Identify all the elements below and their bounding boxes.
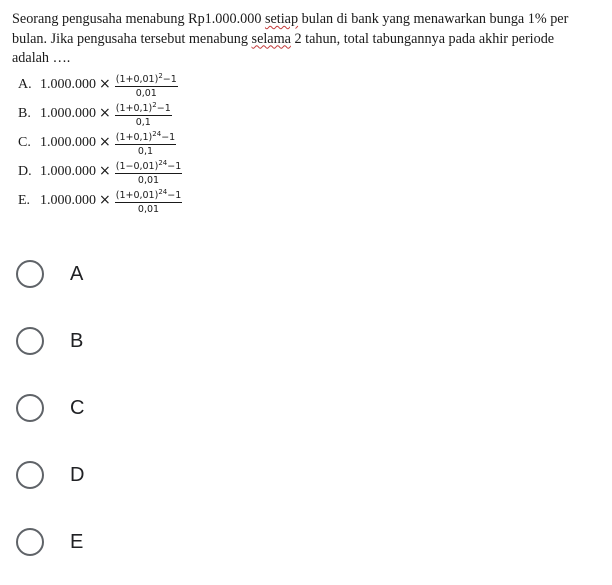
option-letter: C.	[18, 134, 31, 150]
answer-option-b	[12, 101, 572, 127]
fraction-denominator: 0,01	[137, 203, 160, 215]
fraction-denominator: 0,01	[135, 87, 157, 99]
fraction-numerator	[115, 129, 176, 145]
option-letter: D.	[18, 163, 32, 179]
option-coefficient: 1.000.000	[40, 134, 96, 150]
option-coefficient: 1.000.000	[40, 192, 96, 208]
option-letter: E.	[18, 192, 31, 208]
numerator-base: (1−0,01)	[115, 160, 159, 172]
question-text-part-underlined: setiap	[264, 11, 299, 27]
times-sign: ×	[99, 104, 111, 121]
times-sign: ×	[99, 162, 111, 179]
numerator-exponent: 24	[152, 129, 162, 138]
option-coefficient: 1.000.000	[40, 163, 96, 179]
numerator-tail: −1	[167, 189, 182, 201]
answer-radio-group	[16, 256, 84, 585]
option-letter: B.	[18, 105, 31, 121]
radio-choice-c[interactable]	[16, 390, 84, 426]
numerator-base: (1+0,1)	[115, 131, 153, 143]
answer-option-a	[12, 72, 572, 98]
numerator-exponent: 2	[158, 71, 163, 80]
numerator-base: (1+0,01)	[115, 189, 159, 201]
fraction-denominator: 0,1	[137, 145, 154, 157]
question-text-part: Seorang pengusaha menabung Rp1.000.000	[12, 11, 265, 27]
answer-option-c	[12, 130, 572, 156]
radio-choice-d[interactable]	[16, 457, 84, 493]
fraction-numerator	[115, 187, 183, 203]
answer-option-e	[12, 188, 572, 214]
answer-option-d	[12, 159, 572, 185]
numerator-base: (1+0,01)	[115, 73, 159, 85]
option-letter: A.	[18, 76, 32, 92]
radio-button[interactable]	[16, 528, 44, 556]
numerator-tail: −1	[167, 160, 182, 172]
question-text-part-underlined: selama	[251, 30, 291, 47]
numerator-tail: −1	[156, 102, 171, 114]
radio-button[interactable]	[16, 394, 44, 422]
times-sign: ×	[99, 133, 111, 150]
question-text	[12, 10, 572, 69]
fraction-denominator: 0,1	[135, 116, 151, 128]
question-block	[12, 10, 572, 214]
times-sign: ×	[99, 191, 111, 208]
numerator-base: (1+0,1)	[115, 102, 153, 114]
radio-button[interactable]	[16, 327, 44, 355]
numerator-exponent: 24	[158, 187, 168, 196]
times-sign: ×	[99, 75, 111, 92]
option-coefficient: 1.000.000	[40, 76, 96, 92]
radio-label[interactable]: A	[70, 262, 84, 285]
numerator-tail: −1	[162, 73, 177, 85]
option-fraction	[115, 100, 172, 128]
fraction-numerator	[115, 71, 178, 87]
radio-choice-a[interactable]	[16, 256, 84, 292]
numerator-tail: −1	[161, 131, 176, 143]
numerator-exponent: 24	[158, 158, 168, 167]
option-fraction	[115, 71, 178, 99]
radio-label[interactable]: B	[70, 329, 84, 352]
question-text-part: bulan di bank yang menawarkan bunga 1% per bulan. Jika pengusaha tersebut menabung	[12, 11, 569, 47]
fraction-numerator	[115, 158, 183, 174]
radio-choice-b[interactable]	[16, 323, 84, 359]
radio-label[interactable]: E	[70, 530, 84, 553]
radio-label[interactable]: C	[70, 396, 85, 419]
fraction-numerator	[115, 100, 172, 116]
option-fraction	[115, 187, 183, 215]
numerator-exponent: 2	[152, 100, 157, 109]
option-coefficient: 1.000.000	[40, 105, 96, 121]
radio-button[interactable]	[16, 461, 44, 489]
fraction-denominator: 0,01	[137, 174, 160, 186]
question-text-part: 2 tahun, total tabungannya pada akhir periode adalah ….	[12, 30, 555, 66]
option-fraction	[115, 158, 183, 186]
radio-choice-e[interactable]	[16, 524, 84, 560]
radio-button[interactable]	[16, 260, 44, 288]
radio-label[interactable]: D	[70, 463, 85, 486]
option-fraction	[115, 129, 176, 157]
